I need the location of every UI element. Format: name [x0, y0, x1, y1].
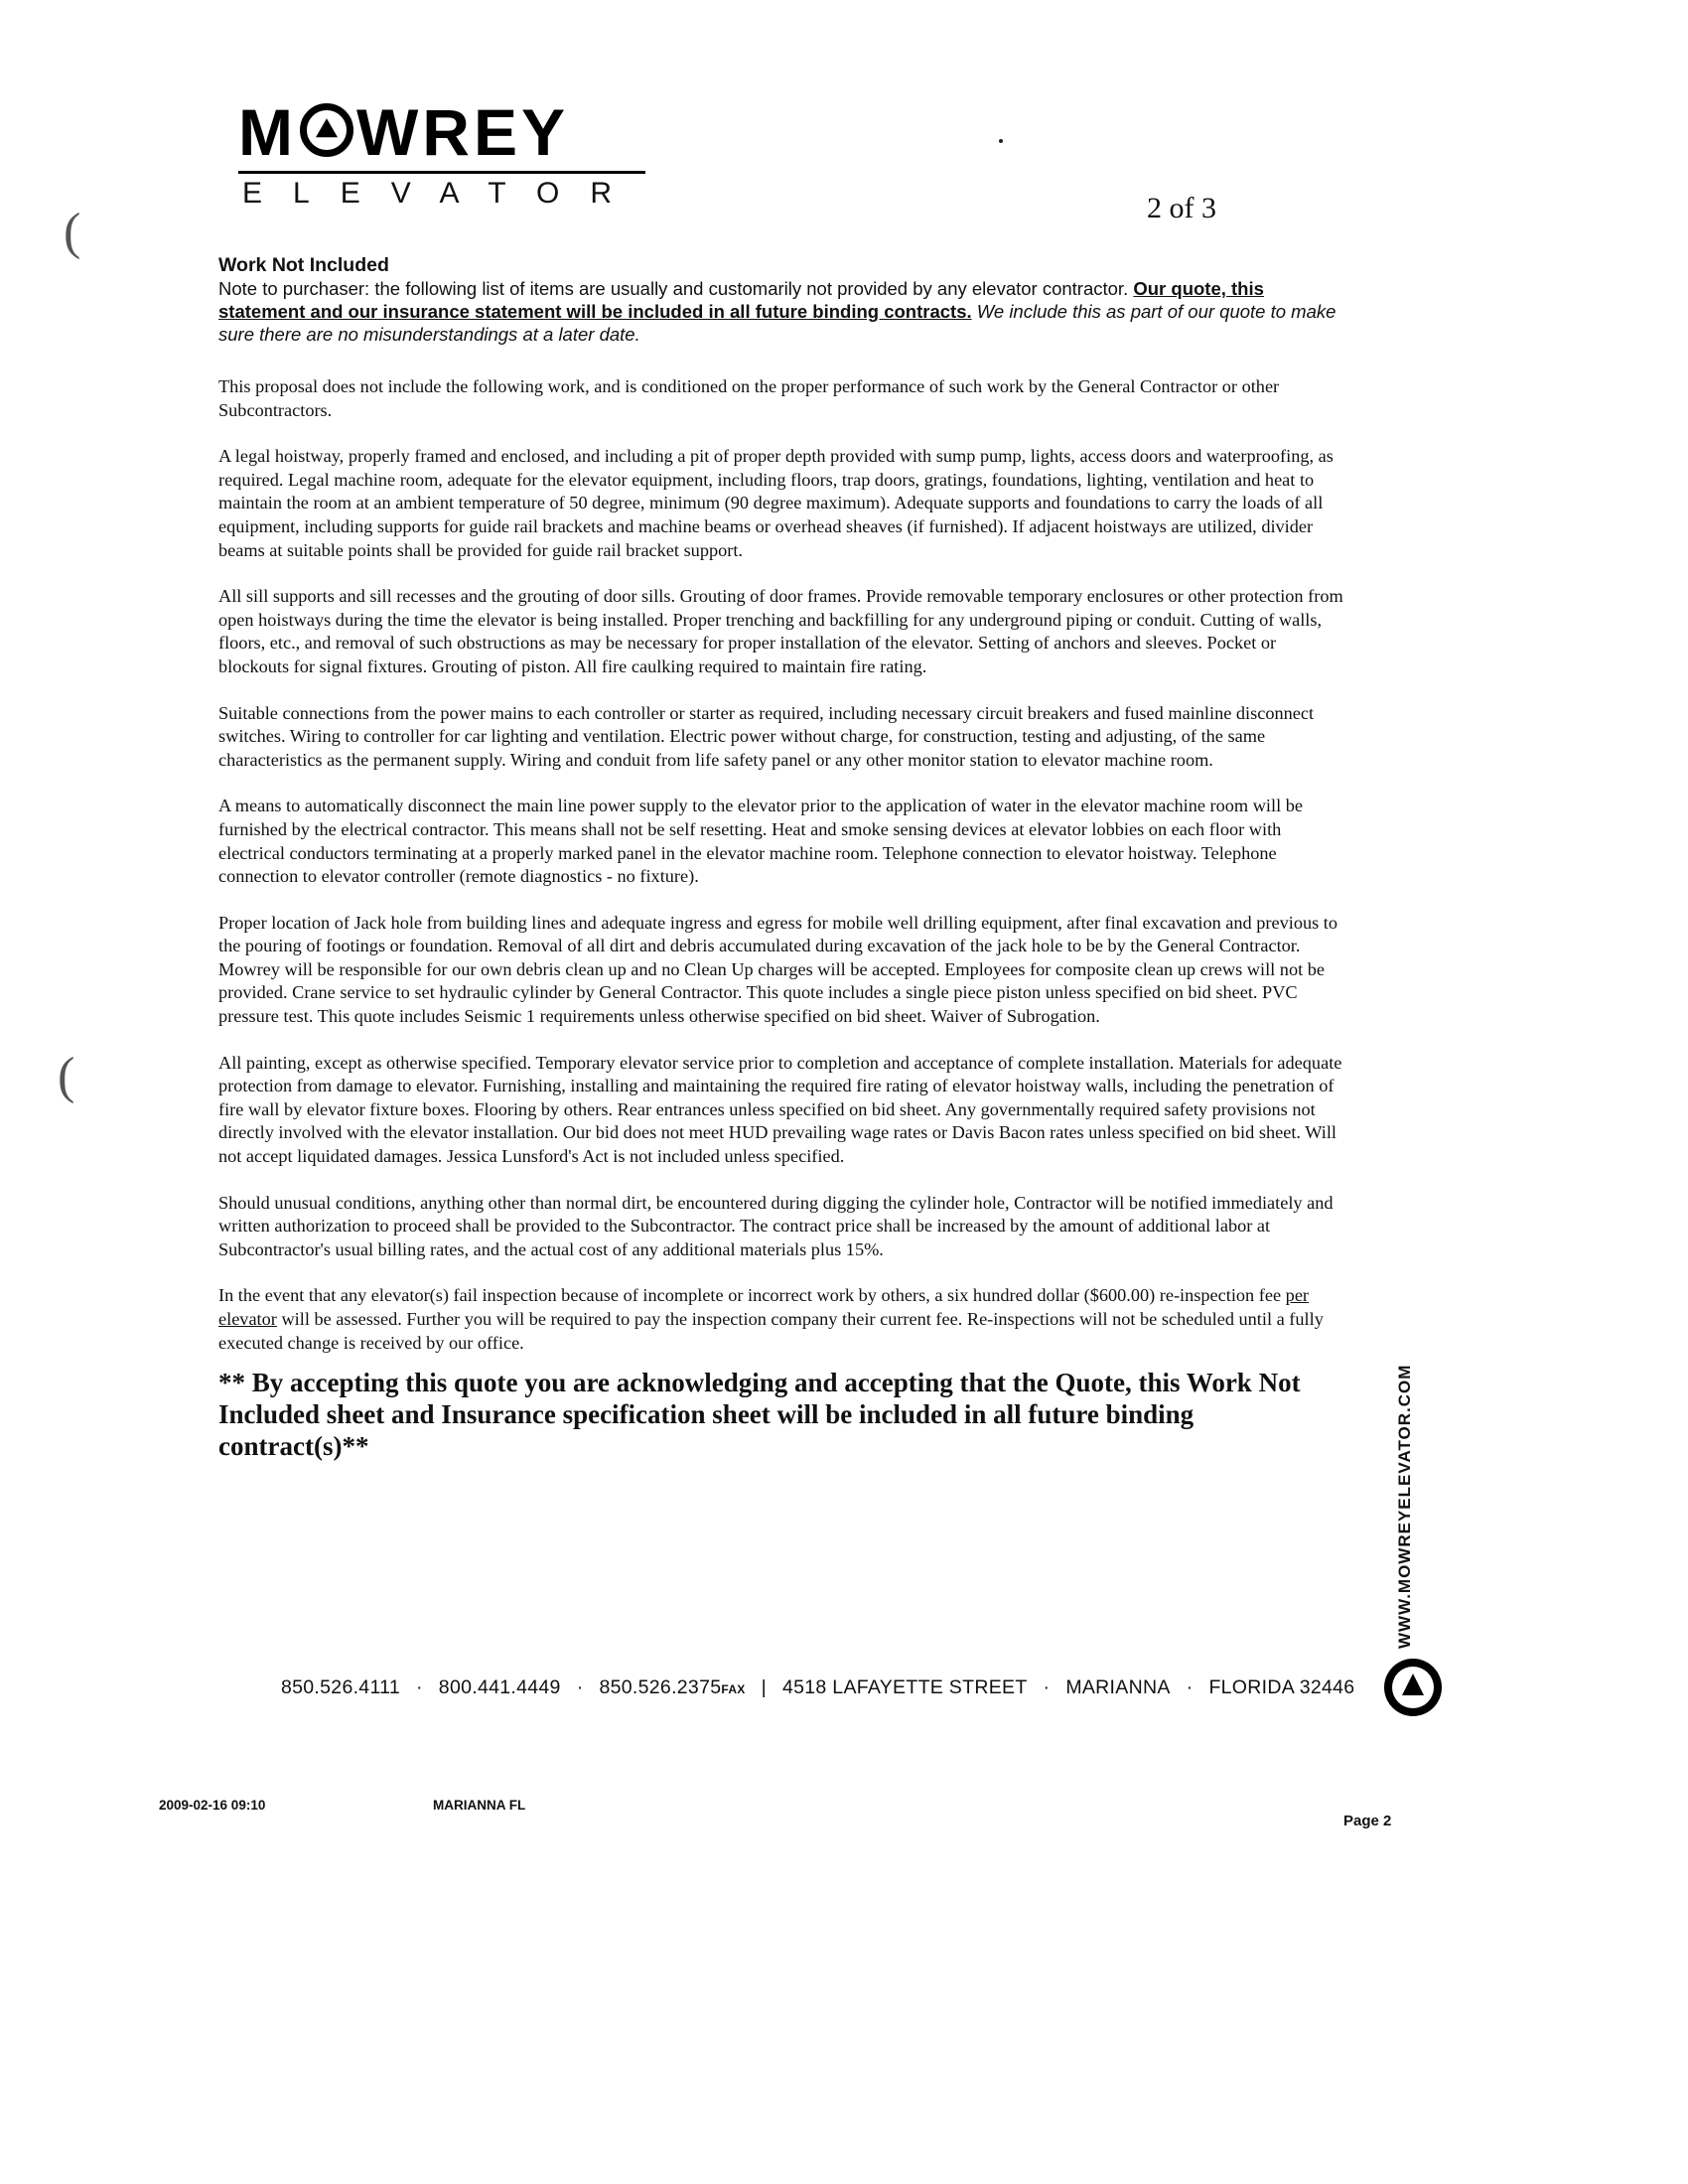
- main-content: [218, 253, 1350, 1462]
- note-binding-statement: Our quote, this statement and our insurance statement will be included in all future binding contracts.: [218, 278, 1264, 322]
- mowrey-emblem-icon: [1384, 1659, 1442, 1716]
- hoistway-paragraph: A legal hoistway, properly framed and enclosed, and including a pit of proper depth provided with sump pump, lights, access doors and waterproofing, as required. Legal machine room, adequate for the elevator equipment, including floors, trap doors, gratings, foundations, lighting, ventilation and heat to maintain the room at an ambient temperature of 50 degree, minimum (90 degree maximum). Adequate supports and foundations to carry the loads of all equipment, including supports for guide rail brackets and machine beams or overhead sheaves (if furnished). If adjacent hoistways are utilized, divider beams at suitable points shall be provided for guide rail bracket support.: [218, 446, 1334, 560]
- painting-paragraph: All painting, except as otherwise specified. Temporary elevator service prior to completion and acceptance of complete installation. Materials for adequate protection from damage to elevator. Furnishing, installing and maintaining the required fire rating of elevator hoistway walls, including the penetration of fire wall by elevator fixture boxes. Flooring by others. Rear entrances unless specified on bid sheet. Any governmentally required safety provisions not directly involved with the elevator installation. Our bid does not meet HUD prevailing wage rates or Davis Bacon rates unless specified on bid sheet. Will not accept liquidated damages. Jessica Lunsford's Act is not included unless specified.: [218, 1052, 1342, 1167]
- logo-wordmark: M WREY: [238, 95, 569, 169]
- state-zip: FLORIDA 32446: [1208, 1676, 1355, 1698]
- logo-subtitle: ELEVATOR: [242, 177, 643, 210]
- purchaser-note: [218, 277, 1350, 346]
- reinspection-text-end: will be assessed. Further you will be required to pay the inspection company their current fee. Re-inspections will not be scheduled until a fully executed change is received by our office.: [218, 1309, 1324, 1353]
- fax-label: FAX: [721, 1682, 746, 1696]
- note-lead: Note to purchaser: the following list of items are usually and customarily not provided by any elevator contractor.: [218, 278, 1129, 299]
- logo-rule: [238, 171, 645, 174]
- street-address: 4518 LAFAYETTE STREET: [782, 1676, 1028, 1698]
- section-title: Work Not Included: [218, 254, 389, 276]
- tollfree-number: 800.441.4449: [438, 1676, 561, 1698]
- closing-statement: ** By accepting this quote you are acknowledging and accepting that the Quote, this Work Not Included sheet and Insurance specification sheet will be included in all future binding contract(s)**: [218, 1368, 1301, 1462]
- phone-number: 850.526.4111: [281, 1676, 400, 1698]
- note-italic: We include this as part of our quote to make sure there are no misunderstandings at a later date.: [218, 301, 1336, 345]
- sill-paragraph: All sill supports and sill recesses and the grouting of door sills. Grouting of door frames. Provide removable temporary enclosures or other protection from open hoistways during the time the elevator is being installed. Proper trenching and backfilling for any underground piping or conduit. Cutting of walls, floors, etc., and removal of such obstructions as may be necessary for proper installation of the elevator. Setting of anchors and sleeves. Pocket or blockouts for signal fixtures. Grouting of piston. All fire caulking required to maintain fire rating.: [218, 586, 1343, 676]
- disconnect-paragraph: A means to automatically disconnect the main line power supply to the elevator prior to the application of water in the elevator machine room will be furnished by the electrical contractor. This means shall not be self resetting. Heat and smoke sensing devices at elevator lobbies on each floor with electrical conductors terminating at a properly marked panel in the elevator machine room. Telephone connection to elevator hoistway. Telephone connection to elevator controller (remote diagnostics - no fixture).: [218, 796, 1303, 887]
- reinspection-text: In the event that any elevator(s) fail inspection because of incomplete or incorrect work by others, a six hundred dollar ($600.00) re-inspection fee: [218, 1285, 1282, 1306]
- scan-speck: [999, 139, 1003, 143]
- margin-mark: (: [58, 1048, 75, 1104]
- proposal-paragraph: This proposal does not include the following work, and is conditioned on the proper performance of such work by the General Contractor or other Subcontractors.: [218, 376, 1280, 420]
- power-paragraph: Suitable connections from the power mains to each controller or starter as required, including necessary circuit breakers and fused mainline disconnect switches. Wiring to controller for car lighting and ventilation. Electric power without charge, for construction, testing and adjusting, of the same characteristics as the permanent supply. Wiring and conduit from life safety panel or any other monitor station to elevator machine room.: [218, 702, 1315, 770]
- per-elevator-text: per elevator: [218, 1285, 1310, 1329]
- unusual-conditions-paragraph: Should unusual conditions, anything other than normal dirt, be encountered during digging the cylinder hole, Contractor will be notified immediately and written authorization to proceed shall be provided to the Subcontractor. The contract price shall be increased by the amount of additional labor at Subcontractor's usual billing rates, and the actual cost of any additional materials plus 15%.: [218, 1192, 1334, 1259]
- margin-mark: (: [64, 204, 81, 260]
- fax-number: 850.526.2375: [599, 1676, 722, 1698]
- city: MARIANNA: [1065, 1676, 1171, 1698]
- fax-location: MARIANNA FL: [433, 1798, 526, 1813]
- fax-timestamp: 2009-02-16 09:10: [159, 1798, 266, 1813]
- jack-hole-paragraph: Proper location of Jack hole from building lines and adequate ingress and egress for mobile well drilling equipment, after final excavation and previous to the pouring of footings or foundation. Removal of all dirt and debris accumulated during excavation of the jack hole to be by the General Contractor. Mowrey will be responsible for our own debris clean up and no Clean Up charges will be accepted. Employees for composite clean up crews will not be provided. Crane service to set hydraulic cylinder by General Contractor. This quote includes a single piece piston unless specified on bid sheet. PVC pressure test. This quote includes Seismic 1 requirements unless otherwise specified on bid sheet. Waiver of Subrogation.: [218, 912, 1338, 1027]
- website-url: WWW.MOWREYELEVATOR.COM: [1395, 1364, 1414, 1649]
- page-count: 2 of 3: [1147, 192, 1216, 224]
- contact-footer: 850.526.4111 · 800.441.4449 · 850.526.2375FAX | 4518 LAFAYETTE STREET · MARIANNA · FLORIDA 32446: [281, 1676, 1355, 1698]
- company-logo: [238, 95, 665, 212]
- logo-circle-icon: [300, 103, 353, 157]
- page-label: Page 2: [1343, 1813, 1392, 1829]
- reinspection-paragraph: [218, 1284, 1350, 1355]
